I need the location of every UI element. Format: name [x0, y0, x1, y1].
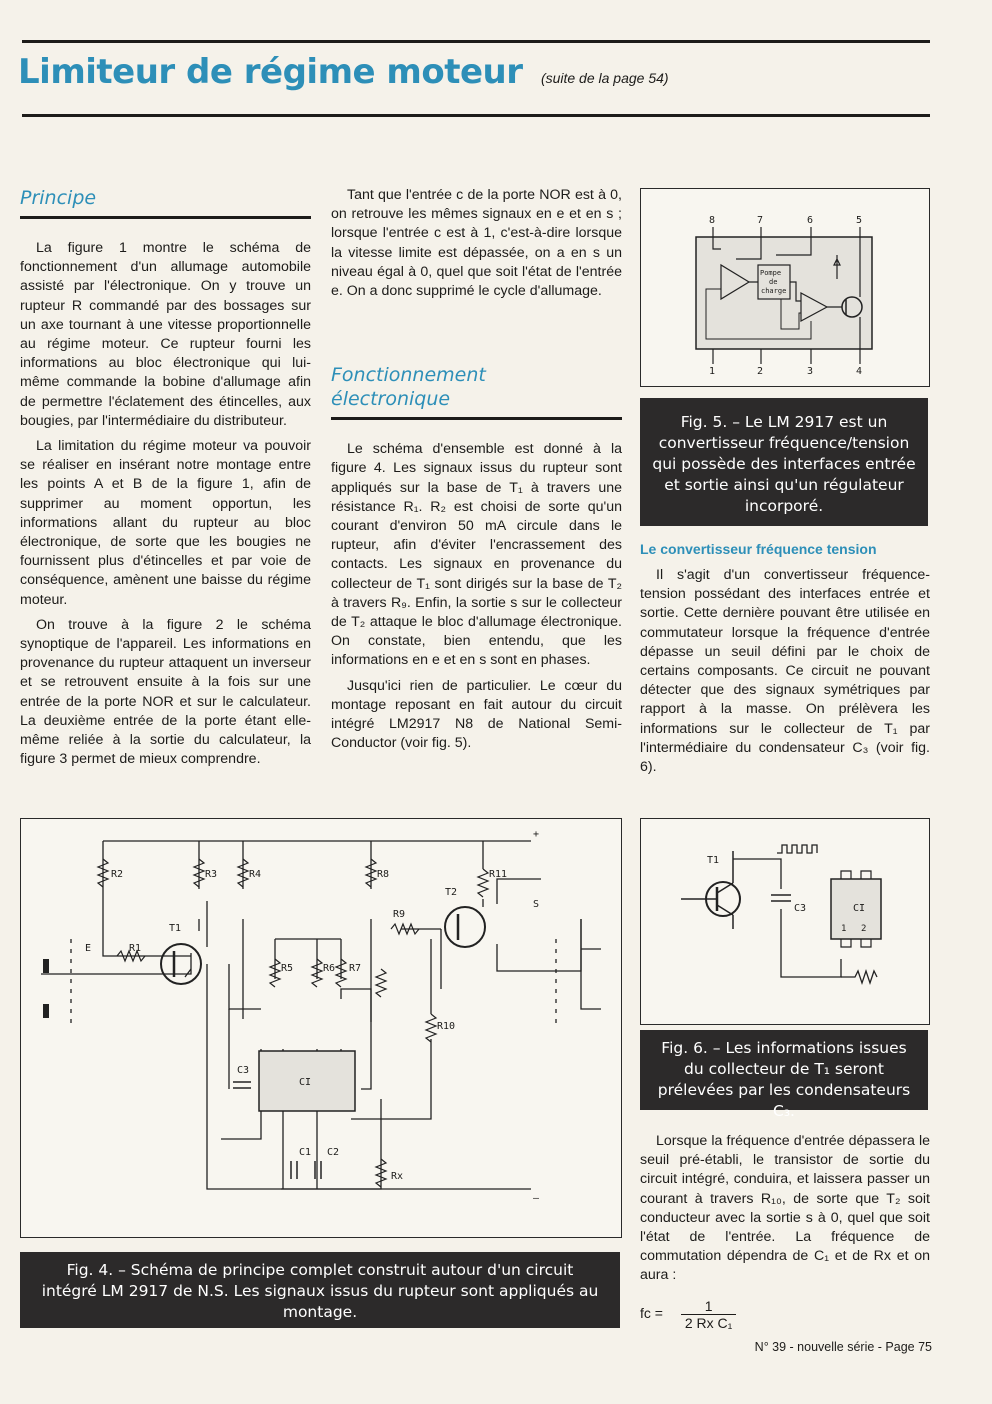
svg-text:C3: C3: [237, 1065, 250, 1076]
title-continuation: (suite de la page 54): [540, 70, 669, 86]
column-commutation: [640, 1132, 930, 1292]
svg-text:R5: R5: [281, 963, 294, 974]
svg-text:CI: CI: [853, 903, 866, 914]
svg-text:R9: R9: [393, 909, 406, 920]
paragraph: Lorsque la fréquence d'entrée dépassera le seuil pré-établi, le transistor de sortie du circuit intégré, conduira, et laissera passer un courant à travers R₁₀, de sorte que T₂ soit conducteur avec la sortie s à 0, quel que soit l'état de l'entrée. La fréquence de commutation dépendra de C₁ et de Rx et on aura :: [640, 1133, 930, 1284]
frequency-formula: [640, 1298, 736, 1331]
svg-text:T1: T1: [169, 923, 182, 934]
svg-text:C3: C3: [794, 903, 807, 914]
title-bottom-rule: [22, 114, 930, 117]
page-title: Limiteur de régime moteur: [18, 52, 523, 92]
svg-text:2: 2: [757, 366, 764, 377]
column-convertisseur: [640, 540, 930, 783]
svg-text:R6: R6: [323, 963, 336, 974]
svg-text:E: E: [85, 943, 92, 954]
paragraph: Tant que l'entrée c de la porte NOR est à 0, on retrouve les mêmes signaux en e et en s ; lorsque l'entrée c est à 1, c'est-à-dire lorsque la vitesse limite est dépassée, on a en s un niveau égal à 0, quel que soit l'état de l'entrée e. On a donc supprimé le cycle d'allumage.: [331, 187, 622, 300]
svg-text:+: +: [533, 829, 540, 840]
column-fonctionnement: [331, 186, 622, 759]
formula-denominator: 2 Rx C₁: [684, 1315, 733, 1331]
lm2917-block-diagram: [641, 189, 929, 386]
column-principe: [20, 186, 311, 775]
svg-text:R2: R2: [111, 869, 124, 880]
svg-text:3: 3: [807, 366, 814, 377]
pump-label: Pompe: [760, 269, 782, 277]
paragraph: Le schéma d'ensemble est donné à la figure 4. Les signaux issus du rupteur sont appliqués sur la base de T₁ à travers une résistance R₁. R₂ est choisi de sorte qu'un courant d'environ 50 mA circule dans le rupteur, afin d'éviter l'encrassement des contacts. Les signaux en provenance du collecteur de T₁ sont dirigés sur la base de T₂ à travers R₉. Enfin, la sortie s sur le collecteur de T₂ attaque le bloc d'allumage électronique. On constate, bien entendu, que les informations en e et en s sont en phases.: [331, 441, 622, 669]
svg-text:C1: C1: [299, 1147, 312, 1158]
svg-text:T2: T2: [445, 887, 458, 898]
svg-text:Rx: Rx: [391, 1171, 404, 1182]
figure-4-diagram: [20, 818, 622, 1238]
figure-5-diagram: [640, 188, 930, 387]
page-footer: N° 39 - nouvelle série - Page 75: [754, 1340, 932, 1354]
svg-text:1: 1: [841, 924, 847, 934]
svg-text:R8: R8: [377, 869, 390, 880]
figure-6-diagram: [640, 818, 930, 1025]
svg-text:4: 4: [856, 366, 863, 377]
figure-4-caption: Fig. 4. – Schéma de principe complet construit autour d'un circuit intégré LM 2917 de N.S. Les signaux issus du rupteur sont appliqués au montage.: [20, 1252, 620, 1328]
paragraph: Il s'agit d'un convertisseur fréquence-tension possédant des interfaces entrée et sortie. Cette dernière pouvant être utilisée en commutateur lorsque la fréquence d'entrée dépasse un seuil défini par le choix de certains composants. Ce circuit ne pouvant détecter que des signaux symétriques par rapport à la masse. On prélèvera les informations sur le collecteur de T₁ par l'intermédiaire du condensateur C₃ (voir fig. 6).: [640, 567, 930, 776]
subheading-convertisseur: Le convertisseur fréquence tension: [640, 541, 877, 557]
title-row: [18, 52, 938, 102]
svg-text:de: de: [769, 278, 778, 286]
svg-text:R10: R10: [437, 1021, 456, 1032]
svg-text:6: 6: [807, 215, 814, 226]
svg-text:CI: CI: [299, 1077, 312, 1088]
figure-4-schematic: [21, 819, 621, 1237]
figure-6-caption: Fig. 6. – Les informations issues du collecteur de T₁ seront prélevées par les condensateurs C₃.: [640, 1030, 928, 1110]
svg-text:5: 5: [856, 215, 863, 226]
svg-text:T1: T1: [707, 855, 720, 866]
section-rule: [331, 417, 622, 420]
svg-text:S: S: [533, 899, 540, 910]
svg-text:1: 1: [709, 366, 716, 377]
figure-5-caption: Fig. 5. – Le LM 2917 est un convertisseur fréquence/tension qui possède des interfaces entrée et sortie ainsi qu'un régulateur incorporé.: [640, 398, 928, 526]
svg-text:R1: R1: [129, 943, 142, 954]
top-rule: [22, 40, 930, 43]
svg-text:R11: R11: [489, 869, 508, 880]
paragraph: La limitation du régime moteur va pouvoir se réaliser en insérant notre montage entre les points A et B de la figure 1, afin de supprimer au moment opportun, les informations allant du rupteur au bloc électronique, de sorte que les bougies ne fournissent plus d'étincelles et par voie de conséquence, amènent une baisse du régime moteur.: [20, 438, 311, 608]
figure-6-schematic: [641, 819, 929, 1024]
svg-text:R4: R4: [249, 869, 262, 880]
svg-text:R3: R3: [205, 869, 218, 880]
svg-text:–: –: [533, 1193, 540, 1204]
paragraph: Jusqu'ici rien de particulier. Le cœur du montage reposant en fait autour du circuit intégré LM2917 N8 de National Semi-Conductor (voir fig. 5).: [331, 677, 622, 752]
svg-text:8: 8: [709, 215, 716, 226]
svg-text:7: 7: [757, 215, 764, 226]
paragraph: La figure 1 montre le schéma de fonctionnement d'un allumage automobile assisté par l'électronique. On y trouve un rupteur R commandé par des bossages sur un axe tournant à une vitesse proportionnelle au régime moteur. Ce rupteur fourni les informations au bloc électronique qui lui-même commande la bobine d'allumage afin de permettre l'éclatement des étincelles, aux bougies, par l'intermédiaire du distributeur.: [20, 240, 311, 429]
section-heading-principe: Principe: [20, 186, 311, 219]
paragraph: On trouve à la figure 2 le schéma synoptique de l'appareil. Les informations en provenance du rupteur attaquent un inverseur et se retrouvent ensuite à la fois sur une entrée de la porte NOR et sur le calculateur. La deuxième entrée de la porte étant elle-même reliée à la sortie du calculateur, la figure 3 permet de mieux comprendre.: [20, 616, 311, 768]
formula-lhs: fc =: [640, 1305, 663, 1322]
svg-text:R7: R7: [349, 963, 362, 974]
svg-text:2: 2: [861, 924, 867, 934]
formula-numerator: 1: [681, 1298, 737, 1315]
formula-fraction: [681, 1298, 737, 1331]
svg-text:C2: C2: [327, 1147, 340, 1158]
svg-text:charge: charge: [761, 287, 787, 295]
section-heading-fonctionnement: Fonctionnement électronique: [331, 364, 486, 411]
